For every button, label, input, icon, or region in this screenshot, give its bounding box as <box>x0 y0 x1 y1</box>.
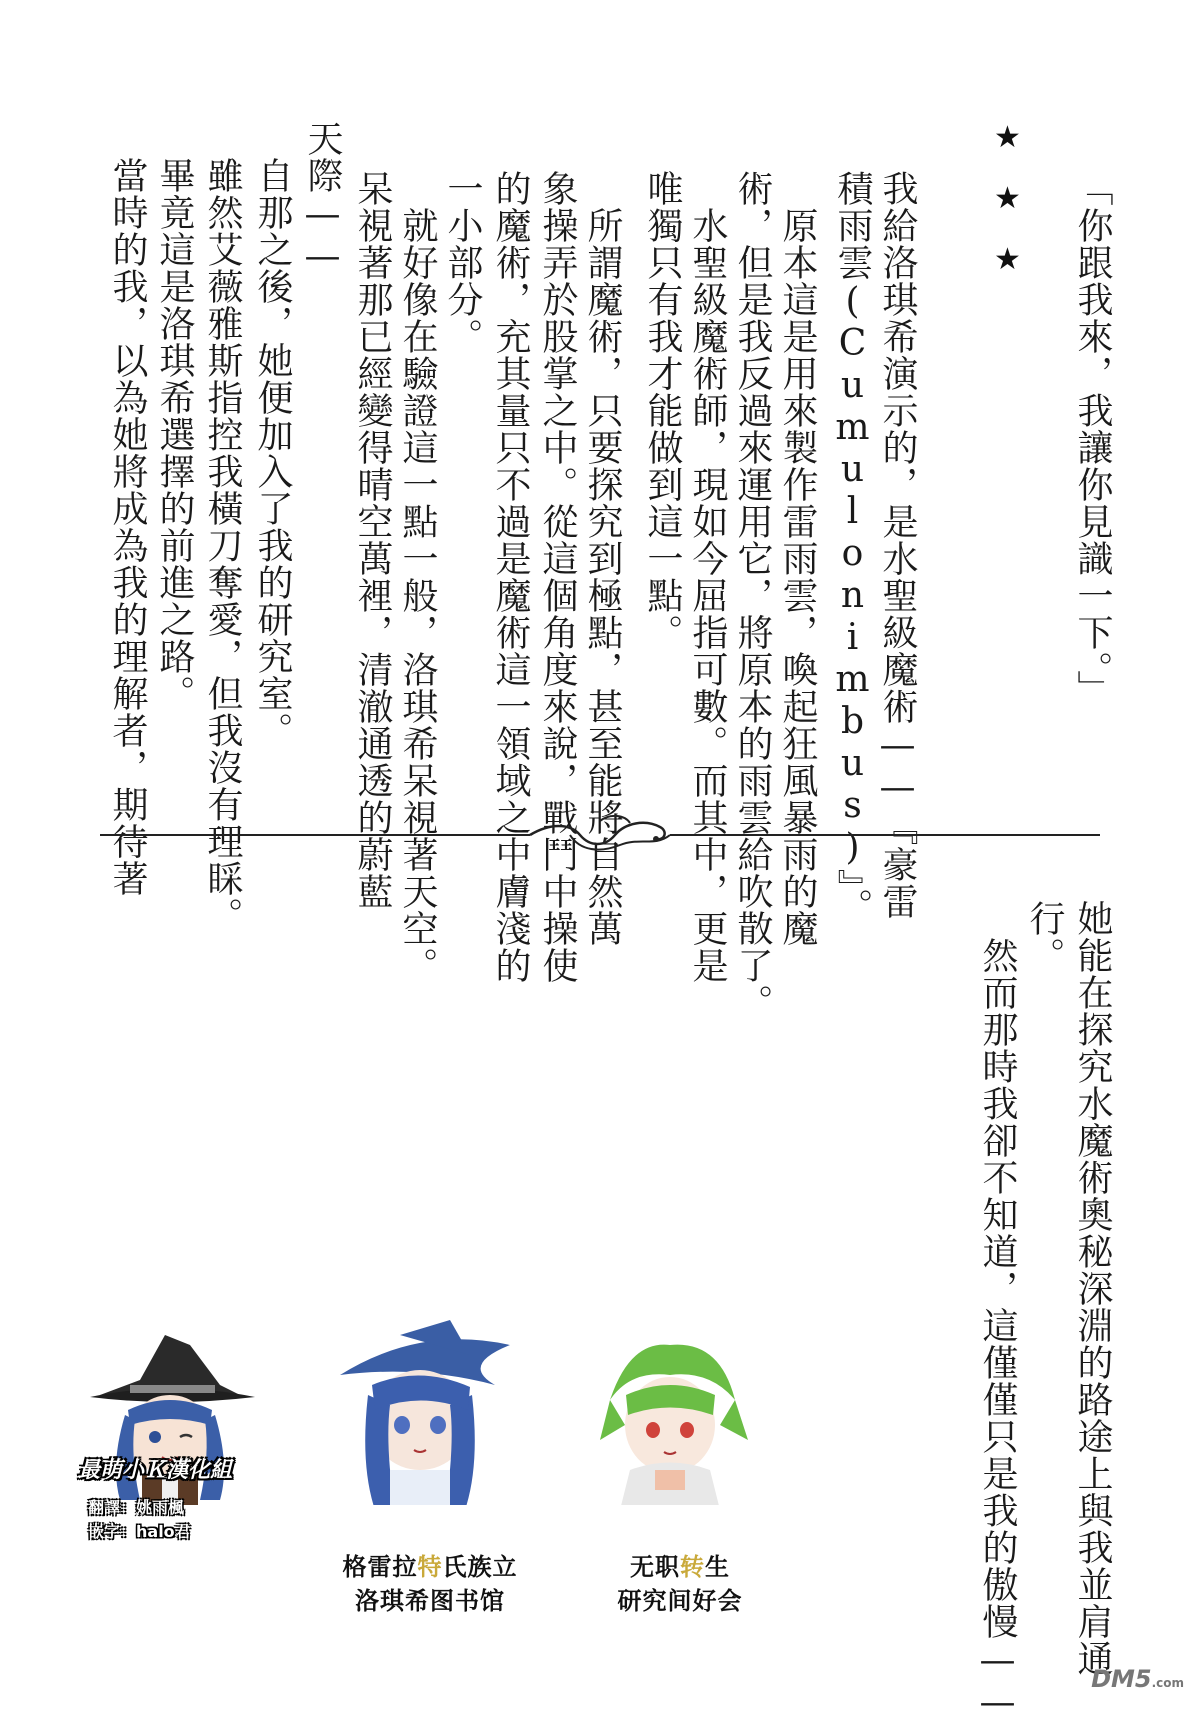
text-column: 水聖級魔術師，現如今屈指可數。而其中，更是 <box>687 170 728 984</box>
text-column: 一小部分。 <box>442 170 483 355</box>
group1-title: 最萌小Ｋ漢化組 <box>78 1458 233 1483</box>
text-column: 行。 <box>1024 900 1065 974</box>
credit-group-3 <box>570 1335 770 1625</box>
text-column: 當時的我，以為她將成為我的理解者，期待著 <box>107 120 148 897</box>
text-column: 自那之後，她便加入了我的研究室。 <box>252 120 293 749</box>
text-column: 的魔術，充其量只不過是魔術這一領域之中膚淺的 <box>490 170 531 984</box>
text-column: 然而那時我卻不知道，這僅僅只是我的傲慢—— <box>977 900 1018 1724</box>
text-column: 我給洛琪希演示的，是水聖級魔術——『豪雷 <box>877 170 918 920</box>
text-column: 象操弄於股掌之中。從這個角度來說，戰鬥中操使 <box>537 170 578 984</box>
text-column: 唯獨只有我才能做到這一點。 <box>642 170 683 651</box>
group2-line1: 格雷拉特氏族立 <box>342 1552 518 1581</box>
group3-line1: 无职转生 <box>630 1552 730 1581</box>
text-column: 「你跟我來，我讓你見識一下。」 <box>1072 170 1113 707</box>
credit-group-2 <box>320 1335 520 1625</box>
text-column: 積雨雲(Cumulonimbus)』。 <box>832 170 873 925</box>
text-column: 就好像在驗證這一點一般，洛琪希呆視著天空。 <box>397 170 438 984</box>
ornamental-divider <box>100 805 1100 865</box>
text-column: 原本這是用來製作雷雨雲，喚起狂風暴雨的魔 <box>777 170 818 947</box>
text-column: 雖然艾薇雅斯指控我橫刀奪愛，但我沒有理睬。 <box>202 120 243 934</box>
credits-area <box>70 1335 743 1635</box>
group2-line2: 洛琪希图书馆 <box>355 1586 505 1615</box>
text-column: 天際—— <box>302 120 343 278</box>
site-watermark: DM5.com <box>1091 1665 1184 1693</box>
text-column: 她能在探究水魔術奧秘深淵的路途上與我並肩通 <box>1072 900 1113 1677</box>
group3-line2: 研究间好会 <box>617 1586 743 1615</box>
text-column: 所謂魔術，只要探究到極點，甚至能將自然萬 <box>582 170 623 947</box>
typesetter-credit: 嵌字：halo君 <box>88 1522 191 1541</box>
scene-break-stars: ★★★ <box>990 120 1025 303</box>
roxy-portrait-icon <box>320 1315 520 1505</box>
sylphy-portrait-icon <box>570 1325 770 1505</box>
text-column: 呆視著那已經變得晴空萬裡，清澈通透的蔚藍 <box>352 170 393 910</box>
text-column: 術，但是我反過來運用它，將原本的雨雲給吹散了。 <box>732 170 773 1021</box>
translator-credit: 翻譯：姚雨楓 <box>88 1498 185 1517</box>
text-column: 畢竟這是洛琪希選擇的前進之路。 <box>154 120 195 712</box>
credit-group-1 <box>70 1335 270 1625</box>
